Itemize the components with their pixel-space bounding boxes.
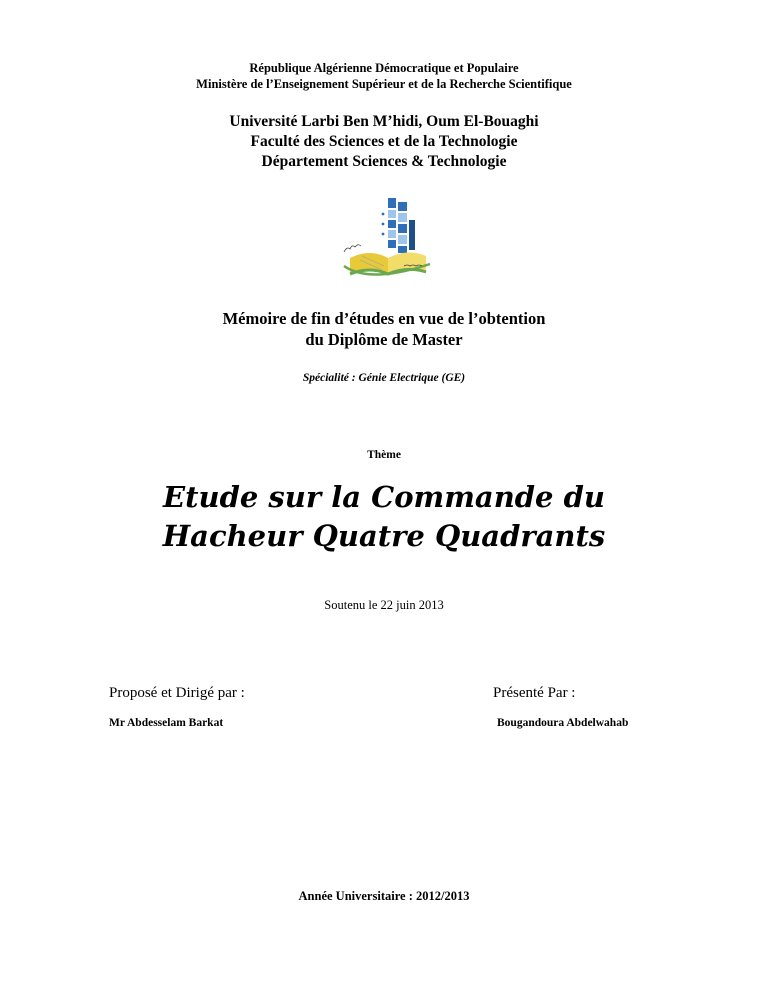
defense-date: Soutenu le 22 juin 2013	[324, 598, 444, 612]
presenter-label: Présenté Par :	[493, 685, 576, 701]
memoire-line-2: du Diplôme de Master	[305, 330, 463, 349]
faculty-name: Faculté des Sciences et de la Technologie	[250, 133, 518, 150]
memoire-line-1: Mémoire de fin d’études en vue de l’obtention	[222, 309, 546, 328]
thesis-title-line-2: Hacheur Quatre Quadrants	[162, 519, 606, 553]
supervisor-label: Proposé et Dirigé par :	[109, 685, 245, 701]
department-name: Département Sciences & Technologie	[261, 153, 507, 170]
thesis-title	[0, 478, 768, 556]
theme-label: Thème	[367, 449, 401, 461]
university-name: Université Larbi Ben M’hidi, Oum El-Bouaghi	[229, 113, 539, 130]
ministry-text: Ministère de l’Enseignement Supérieur et de la Recherche Scientifique	[196, 77, 572, 91]
thesis-title-line-1: Etude sur la Commande du	[163, 480, 605, 514]
university-block	[0, 112, 768, 172]
presenter-name: Bougandoura Abdelwahab	[497, 717, 629, 729]
memoire-block	[0, 308, 768, 350]
republic-text: République Algérienne Démocratique et Populaire	[249, 61, 519, 75]
academic-year: Année Universitaire : 2012/2013	[298, 889, 470, 903]
university-logo-icon	[330, 192, 440, 288]
specialite-text: Spécialité : Génie Electrique (GE)	[302, 372, 466, 384]
header-block	[0, 60, 768, 92]
supervisor-name: Mr Abdesselam Barkat	[109, 717, 224, 729]
